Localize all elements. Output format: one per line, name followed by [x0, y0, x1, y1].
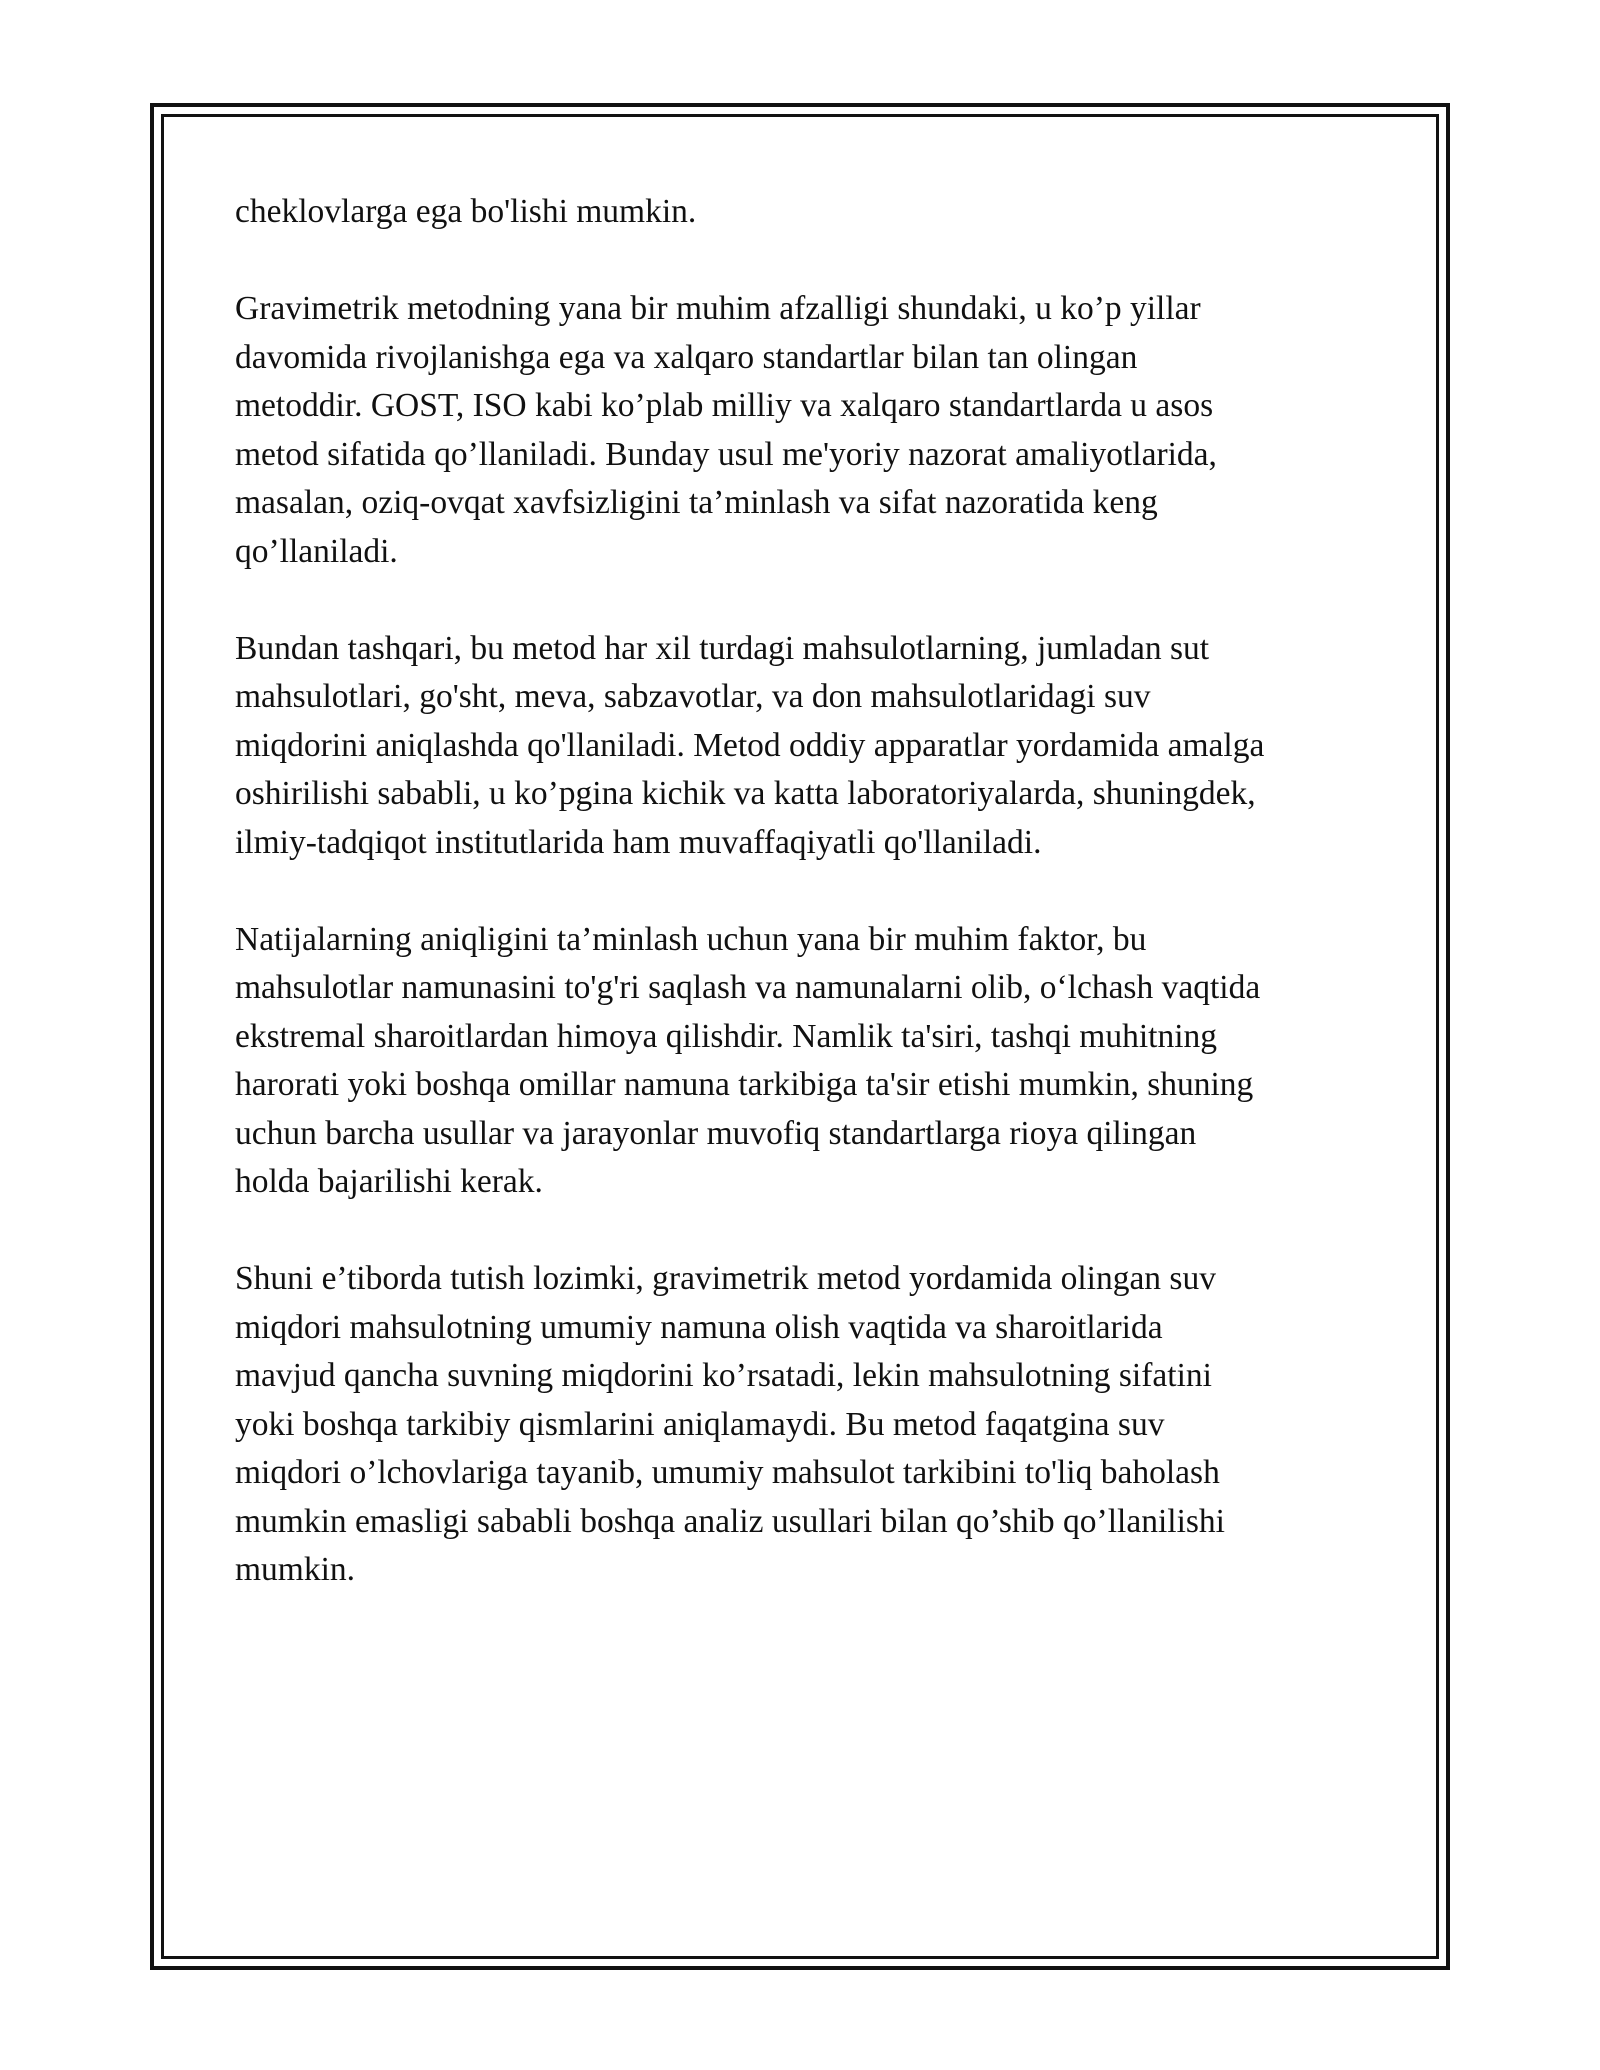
- paragraph: Natijalarning aniqligini ta’minlash uchun yana bir muhim faktor, bu mahsulotlar namunasini to'g'ri saqlash va namunalarni olib, o‘lchash vaqtida ekstremal sharoitlardan himoya qilishdir. Namlik ta'siri, tashqi muhitning harorati yoki boshqa omillar namuna tarkibiga ta'sir etishi mumkin, shuning uchun barcha usullar va jarayonlar muvofiq standartlarga rioya qilingan holda bajarilishi kerak.: [235, 920, 1261, 1200]
- paragraph: Gravimetrik metodning yana bir muhim afzalligi shundaki, u ko’p yillar davomida rivojlanishga ega va xalqaro standartlar bilan tan olingan metoddir. GOST, ISO kabi ko’plab milliy va xalqaro standartlarda u asos metod sifatida qo’llaniladi. Bunday usul me'yoriy nazorat amaliyotlarida, masalan, oziq-ovqat xavfsizligini ta’minlash va sifat nazoratida keng qo’llaniladi.: [235, 290, 1217, 570]
- page-content: [235, 188, 1375, 1643]
- paragraph: Bundan tashqari, bu metod har xil turdagi mahsulotlarning, jumladan sut mahsulotlari, go'sht, meva, sabzavotlar, va don mahsulotlaridagi suv miqdorini aniqlashda qo'llaniladi. Metod oddiy apparatlar yordamida amalga oshirilishi sababli, u ko’pgina kichik va katta laboratoriyalarda, shuningdek, ilmiy-tadqiqot institutlarida ham muvaffaqiyatli qo'llaniladi.: [235, 629, 1265, 861]
- paragraph: cheklovlarga ega bo'lishi mumkin.: [235, 193, 697, 230]
- paragraph: Shuni e’tiborda tutish lozimki, gravimetrik metod yordamida olingan suv miqdori mahsulotning umumiy namuna olish vaqtida va sharoitlarida mavjud qancha suvning miqdorini ko’rsatadi, lekin mahsulotning sifatini yoki boshqa tarkibiy qismlarini aniqlamaydi. Bu metod faqatgina suv miqdori o’lchovlariga tayanib, umumiy mahsulot tarkibini to'liq baholash mumkin emasligi sababli boshqa analiz usullari bilan qo’shib qo’llanilishi mumkin.: [235, 1260, 1225, 1588]
